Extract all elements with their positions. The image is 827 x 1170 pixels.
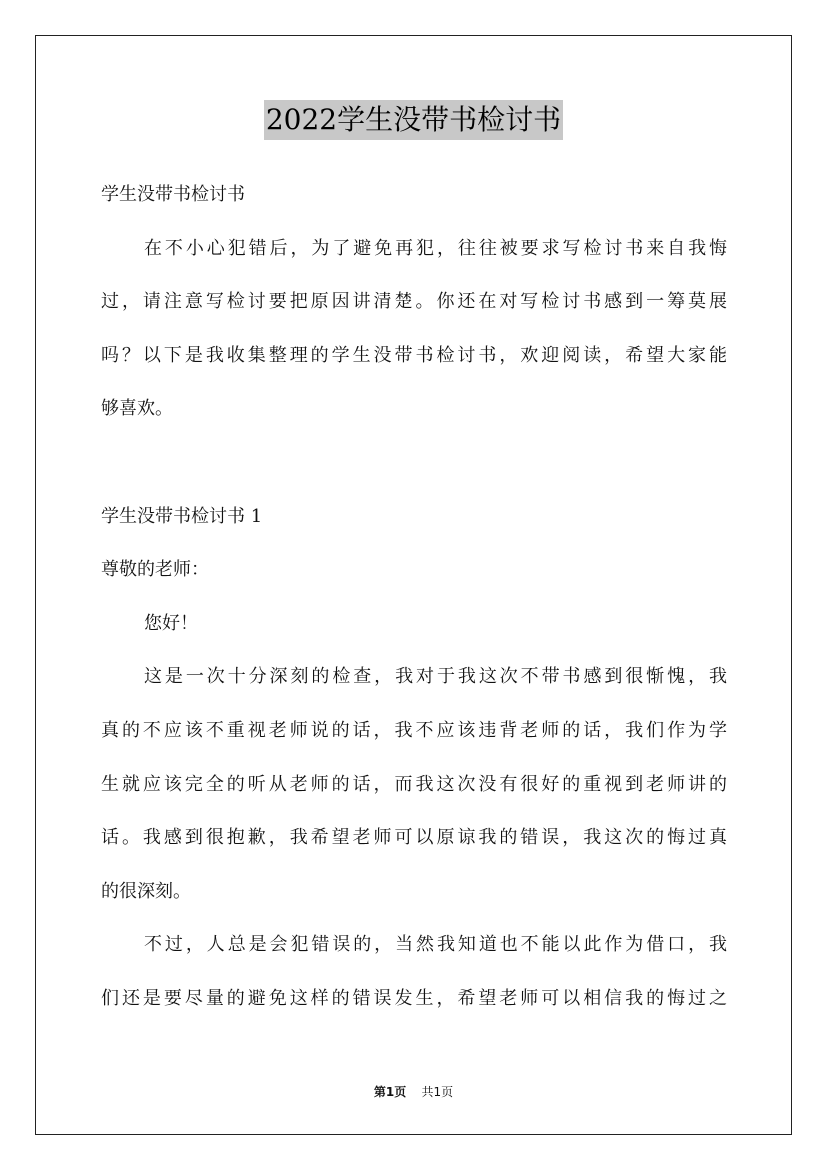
title-wrap — [0, 100, 827, 140]
document-subtitle: 学生没带书检讨书 — [101, 184, 245, 205]
paragraph-line: 的很深刻。 — [101, 880, 191, 902]
paragraph-line: 这是一次十分深刻的检查，我对于我这次不带书感到很惭愧，我 — [144, 666, 727, 688]
greeting: 您好！ — [144, 612, 198, 634]
page-total: 共1页 — [421, 1085, 454, 1099]
paragraph-line: 话。我感到很抱歉，我希望老师可以原谅我的错误，我这次的悔过真 — [101, 827, 727, 849]
intro-line: 在不小心犯错后，为了避免再犯，往往被要求写检讨书来自我悔 — [144, 237, 727, 259]
blank-line — [101, 436, 727, 490]
paragraph-line: 真的不应该不重视老师说的话，我不应该违背老师的话，我们作为学 — [101, 719, 727, 741]
paragraph-line: 们还是要尽量的避免这样的错误发生，希望老师可以相信我的悔过之 — [101, 987, 727, 1009]
section-title: 学生没带书检讨书 1 — [101, 505, 263, 527]
salutation: 尊敬的老师： — [101, 559, 209, 581]
page-footer — [0, 1083, 827, 1100]
paragraph-line: 生就应该完全的听从老师的话，而我这次没有很好的重视到老师讲的 — [101, 773, 727, 795]
document-body — [101, 168, 727, 1026]
intro-line: 够喜欢。 — [101, 398, 173, 420]
intro-line: 吗？以下是我收集整理的学生没带书检讨书，欢迎阅读，希望大家能 — [101, 344, 727, 366]
intro-line: 过，请注意写检讨要把原因讲清楚。你还在对写检讨书感到一筹莫展 — [101, 291, 727, 313]
page-number: 第1页 — [373, 1085, 407, 1099]
document-title: 2022学生没带书检讨书 — [264, 100, 563, 140]
paragraph-line: 不过，人总是会犯错误的，当然我知道也不能以此作为借口，我 — [144, 934, 727, 956]
